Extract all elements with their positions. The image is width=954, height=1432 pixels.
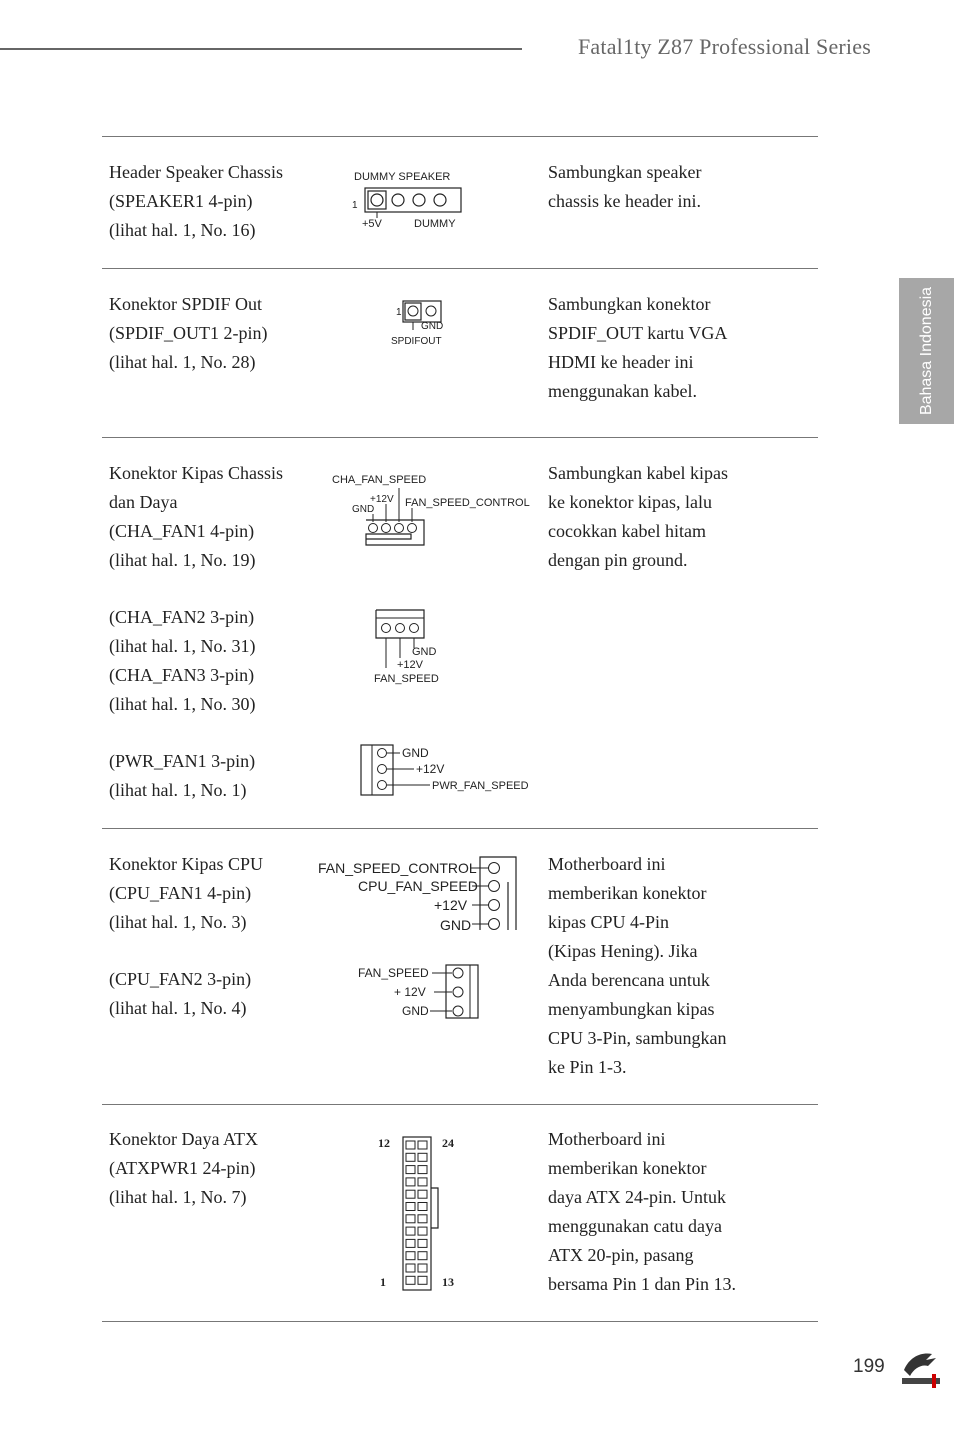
- header-rule: [0, 48, 522, 50]
- chassis-fan-instructions: [548, 459, 788, 575]
- text-line: (CPU_FAN1 4-pin): [109, 883, 252, 903]
- diagram-label: +12V: [416, 762, 445, 776]
- text-line: Konektor Kipas Chassis: [109, 463, 283, 483]
- page-number: 199: [853, 1356, 885, 1377]
- cpu-fan1-4pin-diagram: [316, 854, 522, 932]
- chassis-fan-2-3-description: [109, 603, 324, 719]
- diagram-label: 1: [396, 307, 402, 318]
- diagram-label: +12V: [434, 897, 468, 913]
- diagram-label: GND: [412, 646, 437, 658]
- cpu-fan2-3pin-diagram: [356, 962, 486, 1022]
- speaker-header-diagram: [348, 166, 478, 232]
- atx-pin: [418, 1153, 427, 1161]
- text-line: (lihat hal. 1, No. 1): [109, 780, 247, 800]
- atx-pin: [406, 1190, 415, 1198]
- text-line: CPU 3-Pin, sambungkan: [548, 1028, 727, 1048]
- atx-pin: [406, 1239, 415, 1247]
- text-line: Sambungkan konektor: [548, 294, 711, 314]
- chassis-fan-description: [109, 459, 324, 575]
- diagram-label: 12: [378, 1136, 390, 1150]
- atx-pin: [406, 1264, 415, 1272]
- text-line: (lihat hal. 1, No. 3): [109, 912, 247, 932]
- text-line: (Kipas Hening). Jika: [548, 941, 698, 961]
- diagram-label: GND: [402, 1004, 429, 1018]
- diagram-label: GND: [352, 504, 375, 515]
- language-side-tab: [899, 278, 954, 424]
- diagram-label: GND: [421, 321, 444, 332]
- text-line: (lihat hal. 1, No. 31): [109, 636, 256, 656]
- diagram-label: FAN_SPEED: [358, 966, 429, 980]
- section-divider: [102, 268, 818, 269]
- spdif-header-diagram: [388, 298, 458, 348]
- diagram-label: +5V: [362, 218, 382, 230]
- spdif-description: [109, 290, 324, 377]
- text-line: daya ATX 24-pin. Untuk: [548, 1187, 726, 1207]
- text-line: (CPU_FAN2 3-pin): [109, 969, 252, 989]
- diagram-label: +12V: [397, 659, 423, 671]
- pwr-fan-3pin-diagram: [358, 742, 542, 798]
- text-line: HDMI ke header ini: [548, 352, 694, 372]
- atx-pin: [418, 1227, 427, 1235]
- section-divider: [102, 136, 818, 137]
- text-line: cocokkan kabel hitam: [548, 521, 706, 541]
- text-line: (CHA_FAN3 3-pin): [109, 665, 255, 685]
- text-line: (SPEAKER1 4-pin): [109, 191, 253, 211]
- atx-power-instructions: [548, 1125, 788, 1299]
- atx-pin: [418, 1190, 427, 1198]
- atx-pin: [418, 1203, 427, 1211]
- text-line: dengan pin ground.: [548, 550, 688, 570]
- atx-pin: [418, 1215, 427, 1223]
- diagram-label: 1: [380, 1275, 386, 1289]
- atx-pin: [406, 1166, 415, 1174]
- atx-pin: [418, 1166, 427, 1174]
- cha-fan-3pin-diagram: [372, 606, 472, 688]
- text-line: memberikan konektor: [548, 1158, 707, 1178]
- power-fan-description: [109, 747, 324, 805]
- diagram-label: DUMMY: [414, 218, 456, 230]
- text-line: menggunakan kabel.: [548, 381, 697, 401]
- text-line: (lihat hal. 1, No. 28): [109, 352, 256, 372]
- text-line: Konektor SPDIF Out: [109, 294, 263, 314]
- text-line: (CHA_FAN1 4-pin): [109, 521, 255, 541]
- section-divider: [102, 1104, 818, 1105]
- section-divider: [102, 828, 818, 829]
- text-line: Sambungkan speaker: [548, 162, 702, 182]
- atx-pin: [406, 1252, 415, 1260]
- text-line: Header Speaker Chassis: [109, 162, 283, 182]
- atx-pin: [406, 1203, 415, 1211]
- text-line: (CHA_FAN2 3-pin): [109, 607, 255, 627]
- speaker-header-instructions: [548, 158, 788, 216]
- text-line: (SPDIF_OUT1 2-pin): [109, 323, 268, 343]
- atx-pin-grid: [406, 1141, 427, 1284]
- atx-pin: [406, 1227, 415, 1235]
- atx-power-description: [109, 1125, 324, 1212]
- section-divider: [102, 1321, 818, 1322]
- cpu-fan2-description: [109, 965, 324, 1023]
- diagram-label: FAN_SPEED_CONTROL: [318, 860, 477, 876]
- diagram-label: +12V: [370, 494, 394, 505]
- text-line: memberikan konektor: [548, 883, 707, 903]
- diagram-label: DUMMY SPEAKER: [354, 171, 451, 183]
- text-line: ke konektor kipas, lalu: [548, 492, 712, 512]
- text-line: Anda berencana untuk: [548, 970, 710, 990]
- text-line: (ATXPWR1 24-pin): [109, 1158, 256, 1178]
- text-line: (lihat hal. 1, No. 30): [109, 694, 256, 714]
- text-line: ke Pin 1-3.: [548, 1057, 627, 1077]
- text-line: Sambungkan kabel kipas: [548, 463, 728, 483]
- text-line: menggunakan catu daya: [548, 1216, 722, 1236]
- atx-pin: [406, 1153, 415, 1161]
- diagram-label: FAN_SPEED_CONTROL: [405, 497, 530, 509]
- diagram-label: CPU_FAN_SPEED: [358, 878, 478, 894]
- atx-pin: [418, 1239, 427, 1247]
- text-line: dan Daya: [109, 492, 178, 512]
- diagram-label: + 12V: [394, 985, 426, 999]
- diagram-label: FAN_SPEED: [374, 673, 439, 685]
- atx-pin: [406, 1276, 415, 1284]
- series-title: Fatal1ty Z87 Professional Series: [578, 34, 871, 59]
- atx-pin: [418, 1178, 427, 1186]
- text-line: ATX 20-pin, pasang: [548, 1245, 694, 1265]
- atx-pin: [418, 1252, 427, 1260]
- atx-pin: [418, 1141, 427, 1149]
- text-line: bersama Pin 1 dan Pin 13.: [548, 1274, 736, 1294]
- text-line: Konektor Kipas CPU: [109, 854, 263, 874]
- diagram-label: 13: [442, 1275, 454, 1289]
- diagram-label: GND: [402, 746, 429, 760]
- section-divider: [102, 437, 818, 438]
- text-line: (lihat hal. 1, No. 4): [109, 998, 247, 1018]
- diagram-label: 1: [352, 200, 358, 211]
- atx-24pin-diagram: [372, 1132, 468, 1294]
- fatal1ty-logo-icon: [896, 1348, 946, 1390]
- text-line: SPDIF_OUT kartu VGA: [548, 323, 728, 343]
- text-line: (lihat hal. 1, No. 16): [109, 220, 256, 240]
- text-line: Motherboard ini: [548, 1129, 666, 1149]
- spdif-instructions: [548, 290, 788, 406]
- text-line: chassis ke header ini.: [548, 191, 701, 211]
- cha-fan1-4pin-diagram: [330, 470, 534, 550]
- text-line: Motherboard ini: [548, 854, 666, 874]
- side-tab-label: Bahasa Indonesia: [917, 286, 935, 416]
- diagram-label: GND: [440, 917, 472, 932]
- atx-pin: [406, 1141, 415, 1149]
- speaker-header-description: [109, 158, 324, 245]
- diagram-label: CHA_FAN_SPEED: [332, 474, 427, 486]
- atx-pin: [406, 1215, 415, 1223]
- text-line: (PWR_FAN1 3-pin): [109, 751, 256, 771]
- cpu-fan-description: [109, 850, 324, 937]
- cpu-fan-instructions: [548, 850, 788, 1082]
- text-line: menyambungkan kipas: [548, 999, 715, 1019]
- text-line: (lihat hal. 1, No. 19): [109, 550, 256, 570]
- diagram-label: PWR_FAN_SPEED: [432, 780, 529, 792]
- atx-pin: [418, 1276, 427, 1284]
- diagram-label: 24: [442, 1136, 454, 1150]
- text-line: kipas CPU 4-Pin: [548, 912, 670, 932]
- atx-pin: [418, 1264, 427, 1272]
- diagram-label: SPDIFOUT: [391, 336, 442, 347]
- text-line: Konektor Daya ATX: [109, 1129, 258, 1149]
- text-line: (lihat hal. 1, No. 7): [109, 1187, 247, 1207]
- atx-pin: [406, 1178, 415, 1186]
